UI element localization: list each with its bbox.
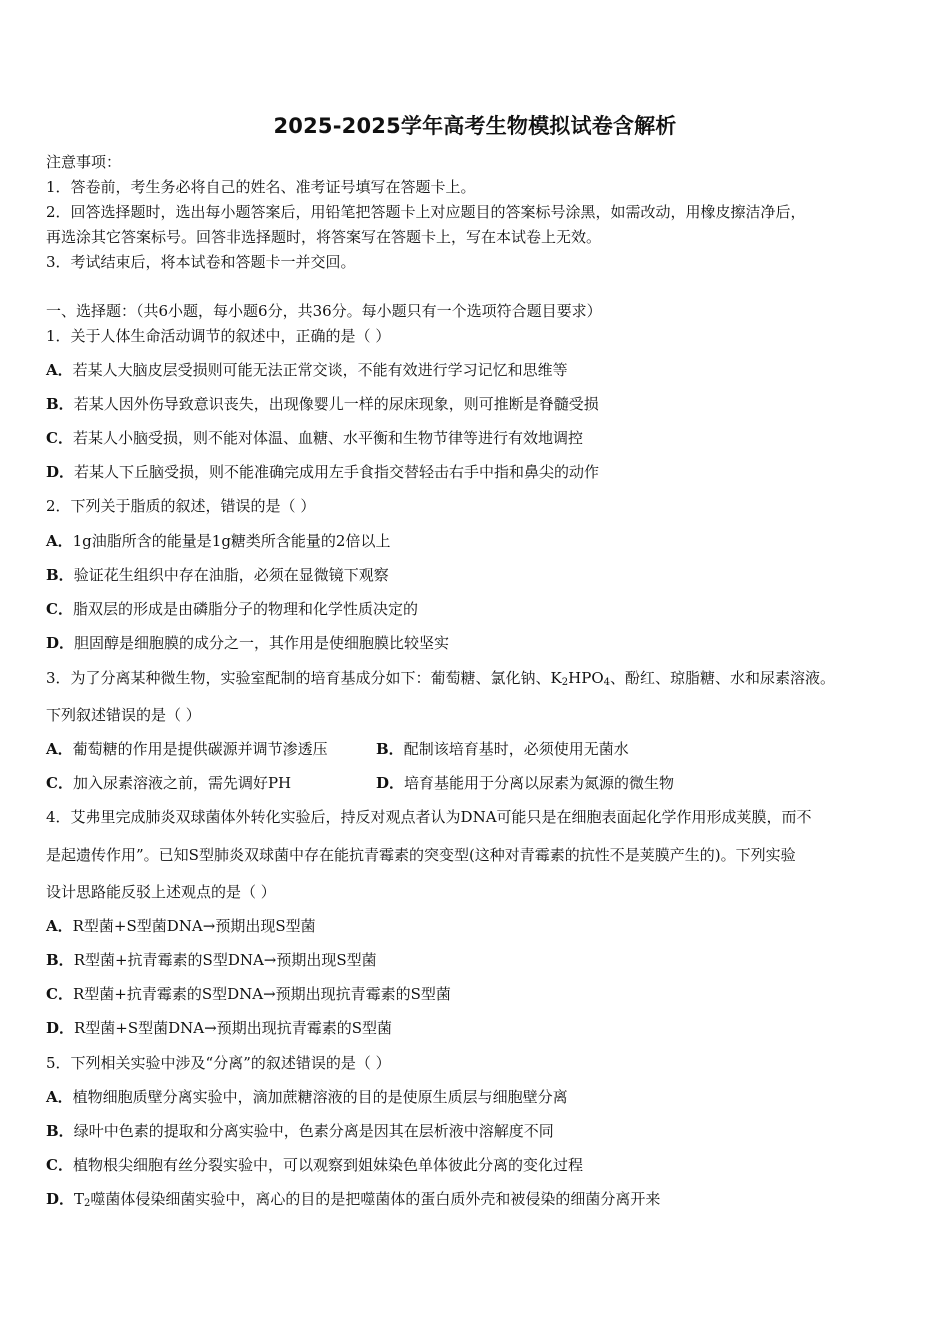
question-4-option-d[interactable] [46, 1018, 392, 1038]
option-label: D． [46, 463, 75, 481]
option-label: B． [376, 740, 404, 758]
question-3-option-d[interactable] [376, 773, 674, 793]
option-label: C． [46, 985, 73, 1003]
option-label: C． [46, 1156, 73, 1174]
stem-text: 、酚红、琼脂糖、水和尿素溶液。 [610, 669, 836, 687]
stem-text: HPO [568, 669, 604, 687]
option-text: 噬菌体侵染细菌实验中，离心的目的是把噬菌体的蛋白质外壳和被侵染的细菌分离开来 [90, 1190, 661, 1208]
option-text: 脂双层的形成是由磷脂分子的物理和化学性质决定的 [72, 600, 418, 618]
option-text: 若某人大脑皮层受损则可能无法正常交谈，不能有效进行学习记忆和思维等 [72, 361, 568, 379]
question-2-option-b[interactable] [46, 565, 389, 585]
option-label: A． [46, 917, 73, 935]
question-1-option-b[interactable] [46, 394, 599, 414]
question-3-stem-cont: 下列叙述错误的是（ ） [46, 706, 201, 724]
option-text: 植物根尖细胞有丝分裂实验中，可以观察到姐妹染色单体彼此分离的变化过程 [72, 1156, 583, 1174]
option-text: R型菌+S型菌DNA→预期出现抗青霉素的S型菌 [74, 1019, 392, 1037]
option-text: 若某人小脑受损，则不能对体温、血糖、水平衡和生物节律等进行有效地调控 [72, 429, 583, 447]
question-2-stem: 2．下列关于脂质的叙述，错误的是（ ） [46, 497, 316, 515]
question-5-option-a[interactable] [46, 1087, 568, 1107]
option-label: C． [46, 429, 73, 447]
option-text: R型菌+抗青霉素的S型DNA→预期出现抗青霉素的S型菌 [72, 985, 451, 1003]
option-text: 植物细胞质壁分离实验中，滴加蔗糖溶液的目的是使原生质层与细胞壁分离 [72, 1088, 568, 1106]
question-1-stem: 1．关于人体生命活动调节的叙述中，正确的是（ ） [46, 327, 391, 345]
stem-text: 3．为了分离某种微生物，实验室配制的培育基成分如下：葡萄糖、氯化钠、K [46, 669, 562, 687]
option-label: C． [46, 600, 73, 618]
option-text: 验证花生组织中存在油脂，必须在显微镜下观察 [73, 566, 389, 584]
option-label: D． [376, 774, 405, 792]
option-text: 1g油脂所含的能量是1g糖类所含能量的2倍以上 [72, 532, 391, 550]
notice-item-2: 2．回答选择题时，选出每小题答案后，用铅笔把答题卡上对应题目的答案标号涂黑，如需改动，用橡皮擦洁净后， [46, 203, 806, 221]
option-label: B． [46, 395, 74, 413]
option-text: R型菌+抗青霉素的S型DNA→预期出现S型菌 [73, 951, 377, 969]
option-label: D． [46, 634, 75, 652]
notice-heading: 注意事项： [46, 153, 122, 171]
question-2-option-c[interactable] [46, 599, 418, 619]
notice-item-1: 1．答卷前，考生务必将自己的姓名、准考证号填写在答题卡上。 [46, 178, 476, 196]
question-3-option-c[interactable] [46, 773, 291, 793]
question-5-option-b[interactable] [46, 1121, 554, 1141]
question-3-option-a[interactable] [46, 739, 328, 759]
question-4-option-a[interactable] [46, 916, 316, 936]
subscript: 2 [561, 677, 569, 688]
question-4-stem: 4．艾弗里完成肺炎双球菌体外转化实验后，持反对观点者认为DNA可能只是在细胞表面起化学作用形成荚膜，而不 [46, 808, 812, 826]
option-label: B． [46, 951, 74, 969]
subscript: 2 [84, 1198, 91, 1209]
question-3-option-b[interactable] [376, 739, 629, 759]
option-label: C． [46, 774, 73, 792]
question-1-option-c[interactable] [46, 428, 583, 448]
notice-item-2-cont: 再选涂其它答案标号。回答非选择题时，将答案写在答题卡上，写在本试卷上无效。 [46, 228, 602, 246]
question-4-stem-cont: 是起遗传作用”。已知S型肺炎双球菌中存在能抗青霉素的突变型(这种对青霉素的抗性不是荚膜产生的)。下列实验 [46, 846, 796, 864]
option-text: 若某人因外伤导致意识丧失，出现像婴儿一样的尿床现象，则可推断是脊髓受损 [73, 395, 599, 413]
option-label: A． [46, 740, 73, 758]
question-2-option-d[interactable] [46, 633, 449, 653]
option-text: T [74, 1190, 85, 1208]
question-4-stem-cont: 设计思路能反驳上述观点的是（ ） [46, 883, 276, 901]
option-label: D． [46, 1019, 75, 1037]
option-text: 加入尿素溶液之前，需先调好PH [72, 774, 292, 792]
option-text: 若某人下丘脑受损，则不能准确完成用左手食指交替轻击右手中指和鼻尖的动作 [74, 463, 600, 481]
question-4-option-c[interactable] [46, 984, 451, 1004]
option-text: R型菌+S型菌DNA→预期出现S型菌 [72, 917, 316, 935]
question-5-option-c[interactable] [46, 1155, 583, 1175]
question-1-option-d[interactable] [46, 462, 599, 482]
option-label: A． [46, 1088, 73, 1106]
option-label: A． [46, 532, 73, 550]
option-text: 葡萄糖的作用是提供碳源并调节渗透压 [72, 740, 328, 758]
page-title: 2025-2025学年高考生物模拟试卷含解析 [273, 114, 677, 138]
question-1-option-a[interactable] [46, 360, 568, 380]
option-text: 培育基能用于分离以尿素为氮源的微生物 [404, 774, 675, 792]
notice-item-3: 3．考试结束后，将本试卷和答题卡一并交回。 [46, 253, 356, 271]
option-label: D． [46, 1190, 75, 1208]
subscript: 4 [603, 677, 610, 688]
question-5-stem: 5．下列相关实验中涉及“分离”的叙述错误的是（ ） [46, 1054, 391, 1072]
section-heading: 一、选择题：（共6小题，每小题6分，共36分。每小题只有一个选项符合题目要求） [46, 302, 602, 320]
question-4-option-b[interactable] [46, 950, 377, 970]
option-text: 配制该培育基时，必须使用无菌水 [403, 740, 629, 758]
option-label: A． [46, 361, 73, 379]
question-2-option-a[interactable] [46, 531, 390, 551]
option-label: B． [46, 566, 74, 584]
question-5-option-d[interactable] [46, 1189, 660, 1209]
option-text: 胆固醇是细胞膜的成分之一，其作用是使细胞膜比较坚实 [74, 634, 450, 652]
option-text: 绿叶中色素的提取和分离实验中，色素分离是因其在层析液中溶解度不同 [73, 1122, 554, 1140]
option-label: B． [46, 1122, 74, 1140]
question-3-stem [46, 668, 835, 688]
